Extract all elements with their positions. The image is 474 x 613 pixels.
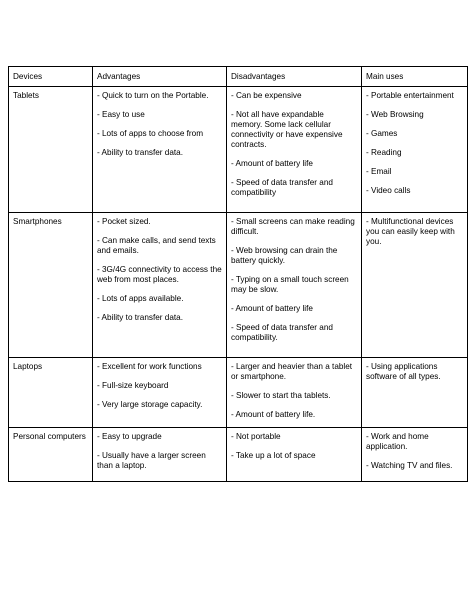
list-item: - Work and home application. xyxy=(366,432,429,451)
list-item: - Multifunctional devices you can easily keep with you. xyxy=(366,217,455,246)
table-row xyxy=(9,428,468,482)
list-item: - Can be expensive xyxy=(231,91,302,100)
list-item: - Games xyxy=(366,129,398,138)
list-item: - Video calls xyxy=(366,186,411,195)
device-comparison-table xyxy=(8,66,468,482)
list-item: - Excellent for work functions xyxy=(97,362,202,371)
main-uses-cell xyxy=(362,358,468,428)
list-item: - Speed of data transfer and compatibility xyxy=(231,178,333,197)
table-row xyxy=(9,213,468,358)
list-item: - Web Browsing xyxy=(366,110,424,119)
advantages-cell xyxy=(93,213,227,358)
header-row xyxy=(9,67,468,87)
list-item: - Full-size keyboard xyxy=(97,381,169,390)
list-item: - Not all have expandable memory. Some lack cellular connectivity or have expensive contracts. xyxy=(231,110,343,149)
list-item: - Larger and heavier than a tablet or smartphone. xyxy=(231,362,353,381)
disadvantages-cell xyxy=(227,87,362,213)
list-item: - Can make calls, and send texts and emails. xyxy=(97,236,216,255)
list-item: - Quick to turn on the Portable. xyxy=(97,91,209,100)
list-item: - Reading xyxy=(366,148,402,157)
list-item: - 3G/4G connectivity to access the web from most places. xyxy=(97,265,222,284)
advantages-cell xyxy=(93,87,227,213)
table-row xyxy=(9,87,468,213)
list-item: - Usually have a larger screen than a laptop. xyxy=(97,451,206,470)
list-item: - Take up a lot of space xyxy=(231,451,316,460)
header-advantages: Advantages xyxy=(93,67,227,87)
list-item: - Easy to upgrade xyxy=(97,432,162,441)
list-item: - Amount of battery life xyxy=(231,159,313,168)
device-cell: Personal computers xyxy=(9,428,93,482)
list-item: - Not portable xyxy=(231,432,281,441)
list-item: - Web browsing can drain the battery quickly. xyxy=(231,246,338,265)
list-item: - Email xyxy=(366,167,392,176)
disadvantages-cell xyxy=(227,428,362,482)
table-row xyxy=(9,358,468,428)
main-uses-cell xyxy=(362,87,468,213)
list-item: - Pocket sized. xyxy=(97,217,151,226)
header-main-uses: Main uses xyxy=(362,67,468,87)
header-devices: Devices xyxy=(9,67,93,87)
main-uses-cell xyxy=(362,428,468,482)
header-disadvantages: Disadvantages xyxy=(227,67,362,87)
list-item: - Lots of apps available. xyxy=(97,294,184,303)
list-item: - Lots of apps to choose from xyxy=(97,129,204,138)
list-item: - Typing on a small touch screen may be slow. xyxy=(231,275,349,294)
list-item: - Speed of data transfer and compatibility. xyxy=(231,323,333,342)
advantages-cell xyxy=(93,358,227,428)
device-cell: Smartphones xyxy=(9,213,93,358)
advantages-cell xyxy=(93,428,227,482)
list-item: - Amount of battery life xyxy=(231,304,313,313)
device-cell: Tablets xyxy=(9,87,93,213)
list-item: - Using applications software of all types. xyxy=(366,362,441,381)
list-item: - Ability to transfer data. xyxy=(97,313,184,322)
list-item: - Watching TV and files. xyxy=(366,461,453,470)
list-item: - Slower to start tha tablets. xyxy=(231,391,331,400)
list-item: - Portable entertainment xyxy=(366,91,454,100)
list-item: - Amount of battery life. xyxy=(231,410,316,419)
device-cell: Laptops xyxy=(9,358,93,428)
list-item: - Ability to transfer data. xyxy=(97,148,184,157)
disadvantages-cell xyxy=(227,358,362,428)
main-uses-cell xyxy=(362,213,468,358)
disadvantages-cell xyxy=(227,213,362,358)
list-item: - Small screens can make reading difficult. xyxy=(231,217,355,236)
list-item: - Easy to use xyxy=(97,110,145,119)
list-item: - Very large storage capacity. xyxy=(97,400,203,409)
